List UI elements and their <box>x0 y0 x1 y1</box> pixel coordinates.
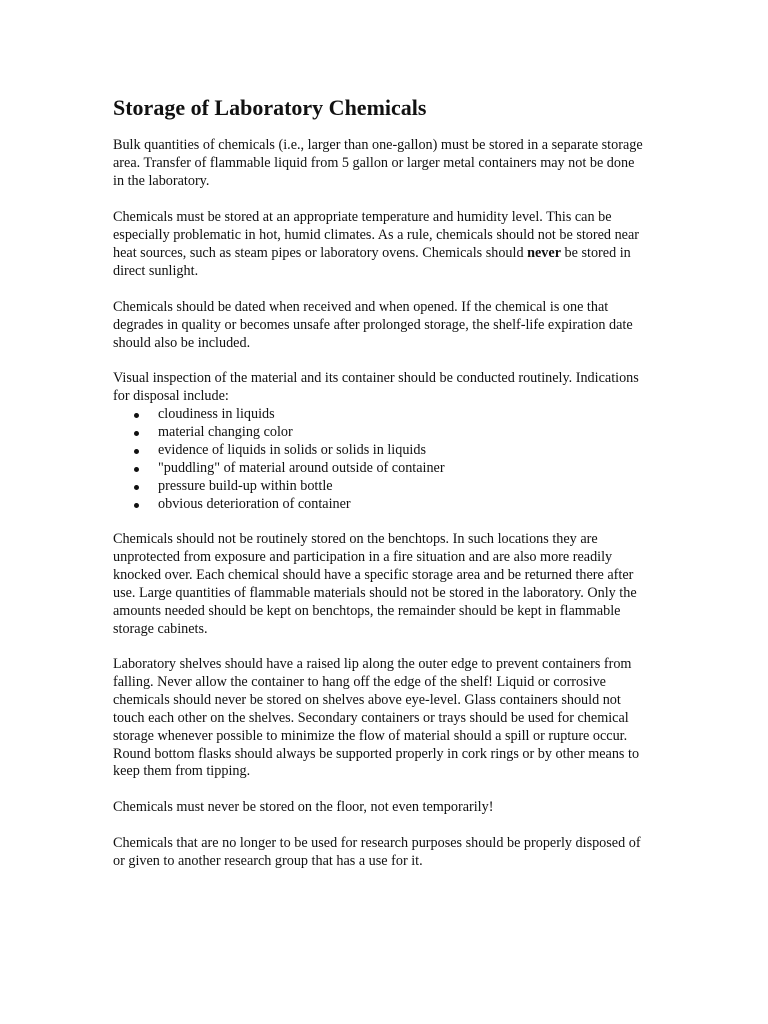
bullet-icon <box>134 413 139 418</box>
list-item-text: cloudiness in liquids <box>158 406 275 422</box>
list-item <box>113 442 613 460</box>
document-title: Storage of Laboratory Chemicals <box>113 95 427 120</box>
list-item <box>113 424 613 442</box>
bullet-icon <box>134 467 139 472</box>
list-item <box>113 478 613 496</box>
paragraph-text: Chemicals must be stored at an appropriate temperature and humidity level. This can be especially problematic in hot, humid climates. As a rule, chemicals should not be stored near heat sources, such as steam pipes or laboratory ovens. Chemicals should <box>113 209 639 261</box>
paragraph-temperature-humidity <box>113 209 648 281</box>
list-item <box>113 460 613 478</box>
list-item-text: "puddling" of material around outside of container <box>158 459 445 476</box>
list-item <box>113 496 613 514</box>
list-item-text: obvious deterioration of container <box>158 495 351 512</box>
list-item-text: evidence of liquids in solids or solids in liquids <box>158 441 426 458</box>
paragraph-text: be stored in direct sunlight. <box>113 244 631 279</box>
bullet-icon <box>134 503 139 508</box>
disposal-indications-list <box>113 406 613 513</box>
list-item <box>113 406 613 424</box>
emphasis-never: never <box>527 244 561 261</box>
list-item-text: material changing color <box>158 423 293 440</box>
paragraph-dating: Chemicals should be dated when received and when opened. If the chemical is one that degrades in quality or becomes unsafe after prolonged storage, the shelf-life expiration date should also be included. <box>113 299 633 351</box>
paragraph-visual-inspection: Visual inspection of the material and its container should be conducted routinely. Indications for disposal include: <box>113 370 639 404</box>
paragraph-bulk-quantities: Bulk quantities of chemicals (i.e., larger than one-gallon) must be stored in a separate storage area. Transfer of flammable liquid from 5 gallon or larger metal containers may not be done in the laboratory. <box>113 137 643 189</box>
paragraph-shelves: Laboratory shelves should have a raised lip along the outer edge to prevent containers from falling. Never allow the container to hang off the edge of the shelf! Liquid or corrosive chemicals should never be stored on shelves above eye-level. Glass containers should not touch each other on the shelves. Secondary containers or trays should be used for chemical storage whenever possible to minimize the flow of material should a spill or rupture occur. Round bottom flasks should always be supported properly in cork rings or by other means to keep them from tipping. <box>113 656 640 780</box>
bullet-icon <box>134 449 139 454</box>
bullet-icon <box>134 431 139 436</box>
paragraph-floor: Chemicals must never be stored on the floor, not even temporarily! <box>113 799 494 815</box>
list-item-text: pressure build-up within bottle <box>158 477 333 494</box>
bullet-icon <box>134 485 139 490</box>
paragraph-benchtops: Chemicals should not be routinely stored on the benchtops. In such locations they are unprotected from exposure and participation in a fire situation and are also more readily knocked over. Each chemical should have a specific storage area and be returned there after use. Large quantities of flammable materials should not be stored in the laboratory. Only the amounts needed should be kept on benchtops, the remainder should be kept in flammable storage cabinets. <box>113 531 637 637</box>
paragraph-disposal: Chemicals that are no longer to be used for research purposes should be properly disposed of or given to another research group that has a use for it. <box>113 835 641 869</box>
